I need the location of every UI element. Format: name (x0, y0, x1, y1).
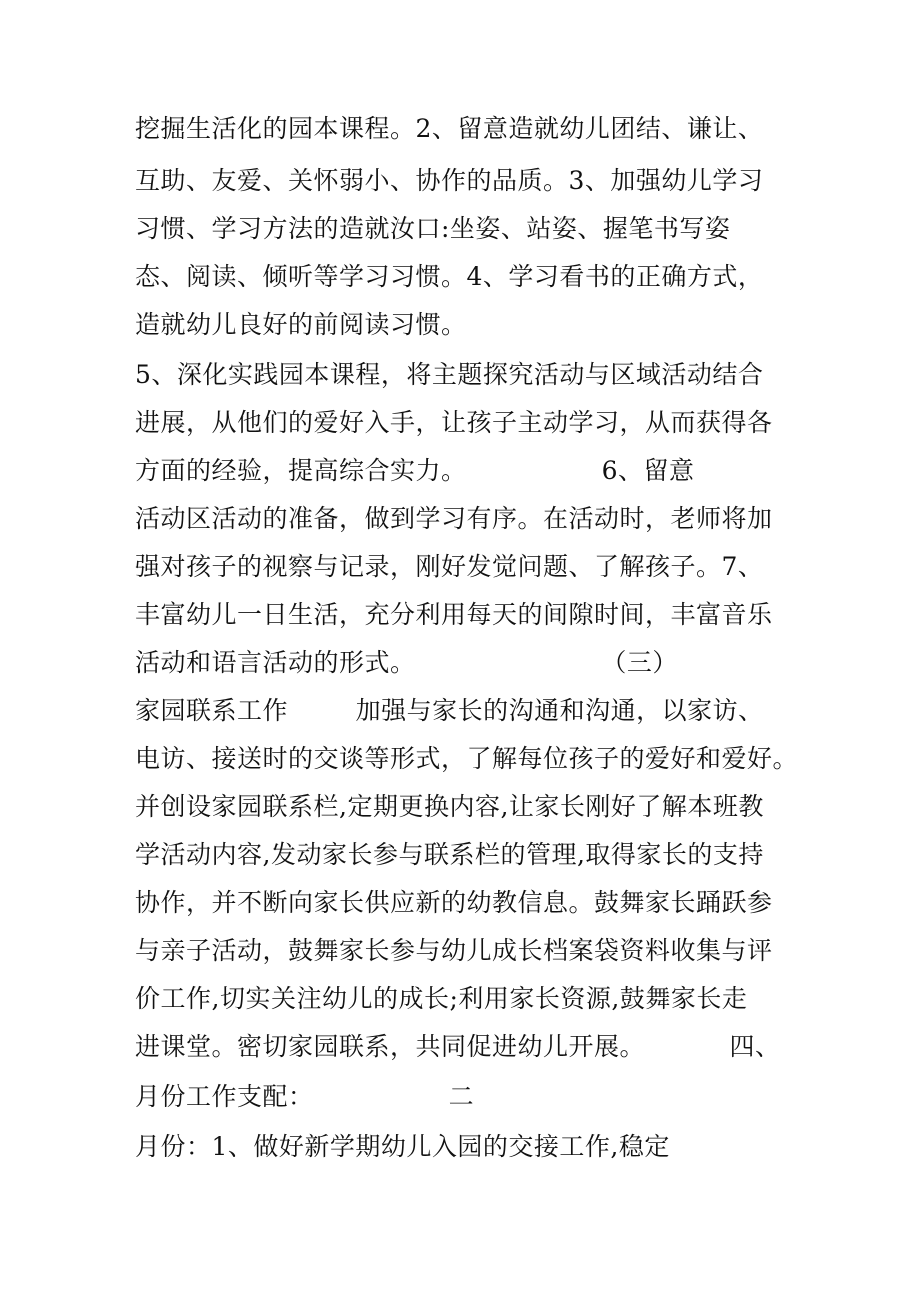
text-line: 进展，从他们的爱好入手，让孩子主动学习，从而获得各 (135, 408, 773, 437)
text-line: 态、阅读、倾听等学习习惯。4、学习看书的正确方式， (135, 262, 764, 291)
text-line: 协作，并不断向家长供应新的幼教信息。鼓舞家长踊跃参 (135, 888, 773, 917)
text-line: 强对孩子的视察与记录，刚好发觉问题、了解孩子。7、 (135, 552, 764, 581)
text-line: 进课堂。密切家园联系，共同促进幼儿开展。 四、 (135, 1032, 781, 1061)
text-line: 家园联系工作 加强与家长的沟通和沟通，以家访、 (135, 696, 764, 725)
text-line: 月份：1、做好新学期幼儿入园的交接工作,稳定 (135, 1132, 670, 1161)
text-line: 活动区活动的准备，做到学习有序。在活动时，老师将加 (135, 504, 773, 533)
text-line: 互助、友爱、关怀弱小、协作的品质。3、加强幼儿学习 (135, 166, 764, 195)
text-line: 方面的经验，提高综合实力。 6、留意 (135, 456, 695, 485)
text-line: 并创设家园联系栏,定期更换内容,让家长刚好了解本班教 (135, 792, 764, 821)
text-line: 造就幼儿良好的前阅读习惯。 (135, 310, 467, 339)
text-line: 月份工作支配： 二 (135, 1082, 475, 1111)
text-line: 价工作,切实关注幼儿的成长;利用家长资源,鼓舞家长走 (135, 984, 748, 1013)
text-line: 与亲子活动，鼓舞家长参与幼儿成长档案袋资料收集与评 (135, 936, 773, 965)
text-line: 习惯、学习方法的造就汝口:坐姿、站姿、握笔书写姿 (135, 214, 731, 243)
text-line: 活动和语言活动的形式。 （三） (135, 648, 678, 677)
text-line: 学活动内容,发动家长参与联系栏的管理,取得家长的支持 (135, 840, 764, 869)
text-line: 5、深化实践园本课程，将主题探究活动与区域活动结合 (135, 360, 764, 389)
text-line: 丰富幼儿一日生活，充分利用每天的间隙时间，丰富音乐 (135, 600, 773, 629)
text-line: 挖掘生活化的园本课程。2、留意造就幼儿团结、谦让、 (135, 114, 764, 143)
text-line: 电访、接送时的交谈等形式，了解每位孩子的爱好和爱好。 (135, 744, 799, 773)
